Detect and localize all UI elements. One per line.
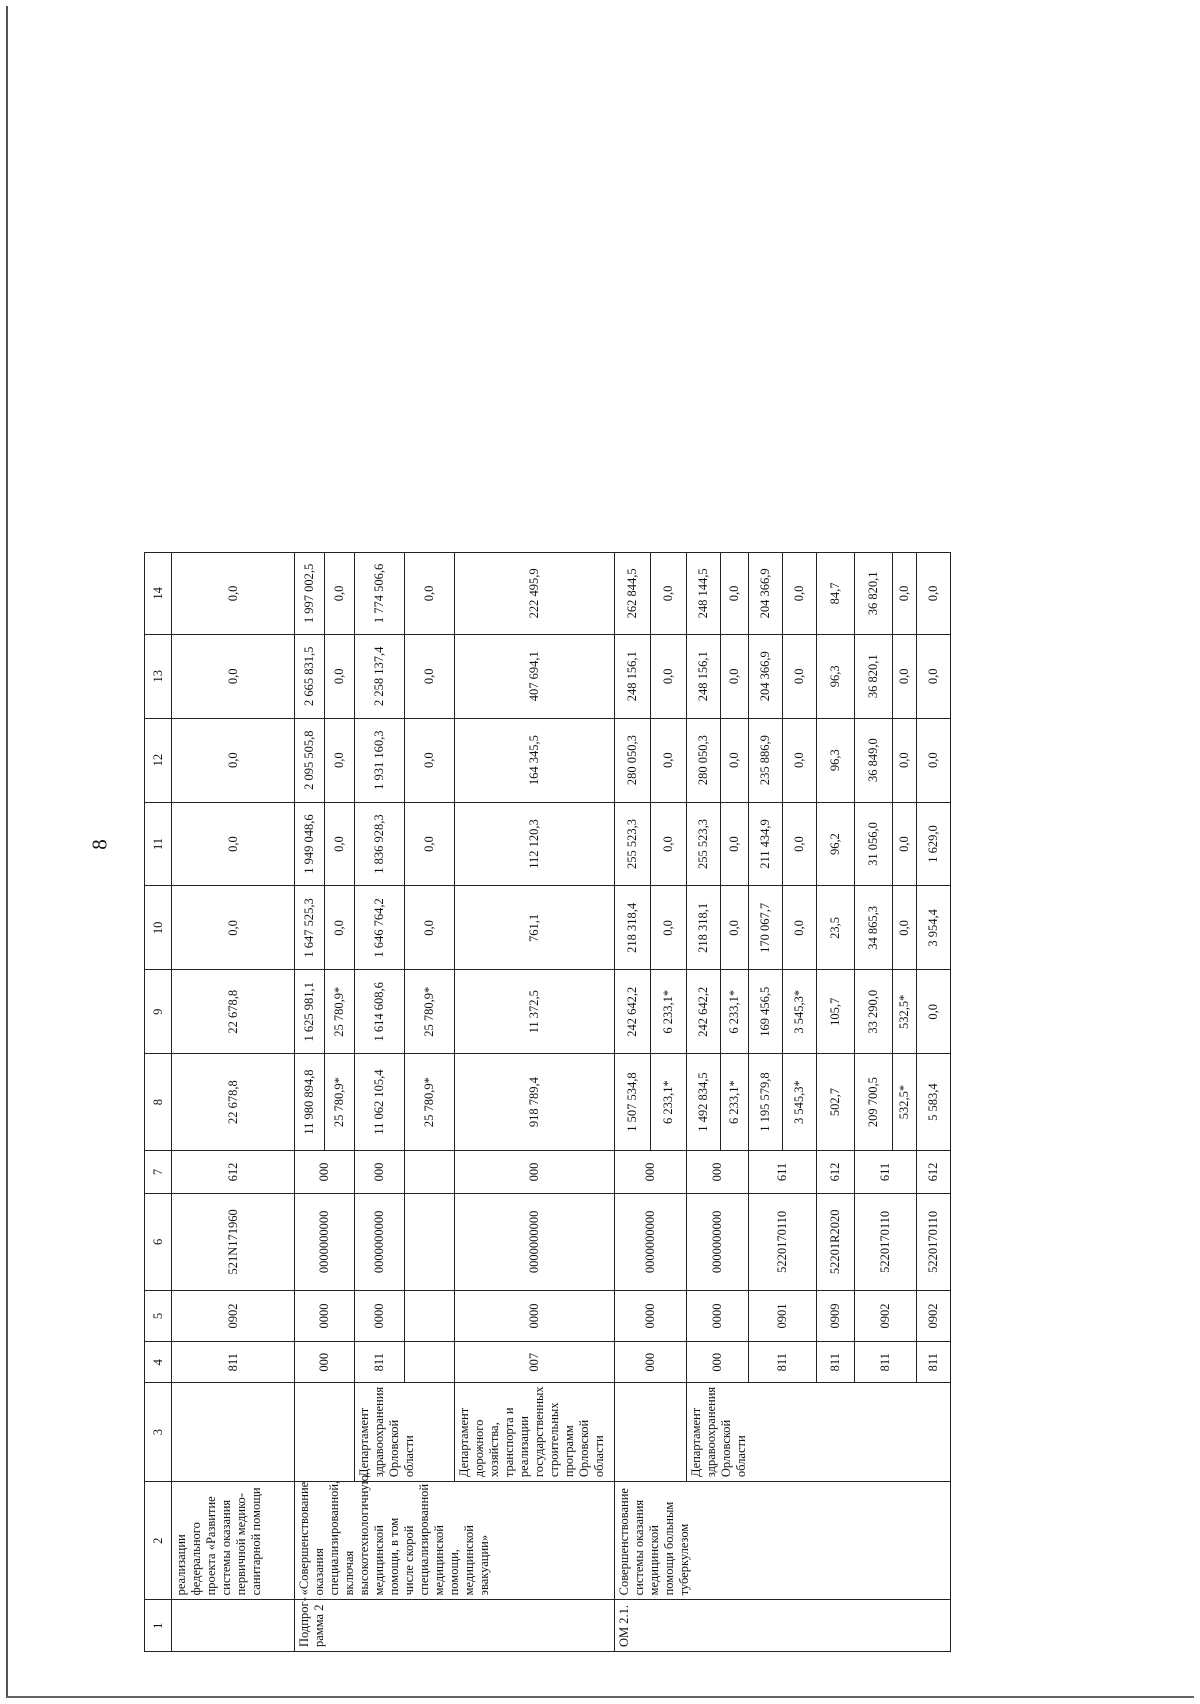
cell-year-4: 96,3 bbox=[817, 718, 855, 802]
cell-year-2: 0,0 bbox=[325, 886, 355, 970]
cell-year-3: 112 120,3 bbox=[455, 802, 615, 886]
cell-year-1: 1 614 608,6 bbox=[355, 970, 405, 1054]
cell-year-5: 0,0 bbox=[325, 634, 355, 718]
cell-year-6: 84,7 bbox=[817, 553, 855, 635]
cell-year-4: 0,0 bbox=[325, 718, 355, 802]
cell-rzpr: 0902 bbox=[172, 1290, 295, 1342]
column-header: 2 bbox=[145, 1482, 172, 1600]
cell-year-1: 1 625 981,1 bbox=[295, 970, 325, 1054]
cell-year-1: 33 290,0 bbox=[855, 970, 893, 1054]
column-header: 8 bbox=[145, 1054, 172, 1151]
cell-year-3: 0,0 bbox=[893, 802, 917, 886]
cell-year-2: 0,0 bbox=[721, 886, 749, 970]
cell-year-2: 0,0 bbox=[893, 886, 917, 970]
cell-year-5: 2 258 137,4 bbox=[355, 634, 405, 718]
cell-vr: 611 bbox=[749, 1150, 817, 1193]
cell-total: 6 233,1* bbox=[651, 1054, 687, 1151]
column-header: 11 bbox=[145, 802, 172, 886]
cell-grbs: 811 bbox=[749, 1342, 817, 1383]
cell-year-2: 0,0 bbox=[783, 886, 817, 970]
cell-year-1: 22 678,8 bbox=[172, 970, 295, 1054]
executor-cell: Департамент здравоохранения Орловской области bbox=[687, 1383, 951, 1482]
cell-year-3: 0,0 bbox=[405, 802, 455, 886]
column-header: 7 bbox=[145, 1150, 172, 1193]
row-code-cell: Подпрог-рамма 2 bbox=[295, 1600, 615, 1652]
table-row bbox=[295, 553, 325, 1652]
cell-total: 25 780,9* bbox=[325, 1054, 355, 1151]
cell-year-2: 218 318,1 bbox=[687, 886, 721, 970]
executor-cell bbox=[295, 1383, 355, 1482]
cell-year-2: 23,5 bbox=[817, 886, 855, 970]
cell-year-4: 0,0 bbox=[917, 718, 951, 802]
cell-rzpr: 0902 bbox=[917, 1290, 951, 1342]
cell-vr: 612 bbox=[917, 1150, 951, 1193]
cell-year-3: 211 434,9 bbox=[749, 802, 783, 886]
cell-year-1: 242 642,2 bbox=[615, 970, 651, 1054]
cell-year-5: 36 820,1 bbox=[855, 634, 893, 718]
executor-cell: Департамент здравоохранения Орловской области bbox=[355, 1383, 455, 1482]
table-row bbox=[172, 553, 295, 1652]
cell-year-3: 96,2 bbox=[817, 802, 855, 886]
cell-csr: 5220170110 bbox=[749, 1193, 817, 1290]
cell-total: 3 545,3* bbox=[783, 1054, 817, 1151]
cell-year-5: 204 366,9 bbox=[749, 634, 783, 718]
cell-year-5: 0,0 bbox=[893, 634, 917, 718]
cell-year-6: 36 820,1 bbox=[855, 553, 893, 635]
cell-vr: 000 bbox=[455, 1150, 615, 1193]
cell-year-6: 0,0 bbox=[917, 553, 951, 635]
column-header: 9 bbox=[145, 970, 172, 1054]
program-name-cell: Совершенствование системы оказания медицинской помощи больным туберкулезом bbox=[615, 1482, 951, 1600]
cell-csr: 5220170110 bbox=[855, 1193, 917, 1290]
executor-cell bbox=[172, 1383, 295, 1482]
cell-vr bbox=[405, 1150, 455, 1193]
cell-grbs: 000 bbox=[295, 1342, 355, 1383]
cell-year-6: 0,0 bbox=[721, 553, 749, 635]
cell-year-2: 761,1 bbox=[455, 886, 615, 970]
cell-year-3: 0,0 bbox=[651, 802, 687, 886]
column-header: 13 bbox=[145, 634, 172, 718]
row-code-cell bbox=[172, 1600, 295, 1652]
cell-csr: 5220170110 bbox=[917, 1193, 951, 1290]
cell-year-4: 0,0 bbox=[405, 718, 455, 802]
cell-total: 11 980 894,8 bbox=[295, 1054, 325, 1151]
cell-year-4: 0,0 bbox=[783, 718, 817, 802]
column-header: 12 bbox=[145, 718, 172, 802]
cell-year-4: 1 931 160,3 bbox=[355, 718, 405, 802]
cell-csr: 52201R2020 bbox=[817, 1193, 855, 1290]
cell-year-1: 11 372,5 bbox=[455, 970, 615, 1054]
cell-year-4: 0,0 bbox=[651, 718, 687, 802]
cell-year-5: 0,0 bbox=[721, 634, 749, 718]
budget-table bbox=[144, 552, 951, 1652]
column-header: 3 bbox=[145, 1383, 172, 1482]
cell-year-5: 248 156,1 bbox=[687, 634, 721, 718]
cell-year-1: 169 456,5 bbox=[749, 970, 783, 1054]
cell-vr: 612 bbox=[817, 1150, 855, 1193]
column-header: 4 bbox=[145, 1342, 172, 1383]
executor-cell: Департамент дорожного хозяйства, транспорта и реализации государственных строительных программ Орловской области bbox=[455, 1383, 615, 1482]
cell-grbs: 007 bbox=[455, 1342, 615, 1383]
table-row bbox=[615, 553, 651, 1652]
cell-total: 22 678,8 bbox=[172, 1054, 295, 1151]
cell-rzpr bbox=[405, 1290, 455, 1342]
cell-year-2: 0,0 bbox=[651, 886, 687, 970]
cell-year-4: 36 849,0 bbox=[855, 718, 893, 802]
cell-grbs: 811 bbox=[855, 1342, 917, 1383]
cell-total: 1 195 579,8 bbox=[749, 1054, 783, 1151]
cell-year-1: 6 233,1* bbox=[651, 970, 687, 1054]
cell-year-6: 1 774 506,6 bbox=[355, 553, 405, 635]
cell-vr: 000 bbox=[355, 1150, 405, 1193]
cell-csr: 0000000000 bbox=[455, 1193, 615, 1290]
cell-year-3: 0,0 bbox=[325, 802, 355, 886]
cell-year-1: 25 780,9* bbox=[405, 970, 455, 1054]
cell-year-5: 0,0 bbox=[651, 634, 687, 718]
executor-cell bbox=[615, 1383, 687, 1482]
column-header: 5 bbox=[145, 1290, 172, 1342]
cell-total: 1 507 534,8 bbox=[615, 1054, 651, 1151]
cell-year-1: 532,5* bbox=[893, 970, 917, 1054]
cell-rzpr: 0901 bbox=[749, 1290, 817, 1342]
cell-year-3: 31 056,0 bbox=[855, 802, 893, 886]
cell-year-2: 3 954,4 bbox=[917, 886, 951, 970]
cell-year-3: 1 836 928,3 bbox=[355, 802, 405, 886]
cell-total: 5 583,4 bbox=[917, 1054, 951, 1151]
cell-year-5: 407 694,1 bbox=[455, 634, 615, 718]
cell-year-6: 0,0 bbox=[405, 553, 455, 635]
cell-year-2: 1 647 525,3 bbox=[295, 886, 325, 970]
cell-rzpr: 0000 bbox=[615, 1290, 687, 1342]
cell-total: 209 700,5 bbox=[855, 1054, 893, 1151]
cell-year-5: 96,3 bbox=[817, 634, 855, 718]
cell-year-3: 0,0 bbox=[783, 802, 817, 886]
cell-year-4: 280 050,3 bbox=[687, 718, 721, 802]
cell-year-1: 3 545,3* bbox=[783, 970, 817, 1054]
cell-year-3: 255 523,3 bbox=[687, 802, 721, 886]
cell-csr: 0000000000 bbox=[687, 1193, 749, 1290]
cell-csr: 521N171960 bbox=[172, 1193, 295, 1290]
cell-year-4: 0,0 bbox=[721, 718, 749, 802]
cell-grbs: 000 bbox=[687, 1342, 749, 1383]
cell-rzpr: 0000 bbox=[355, 1290, 405, 1342]
cell-year-6: 0,0 bbox=[651, 553, 687, 635]
cell-year-3: 255 523,3 bbox=[615, 802, 651, 886]
cell-vr: 000 bbox=[295, 1150, 355, 1193]
cell-year-5: 2 665 831,5 bbox=[295, 634, 325, 718]
cell-csr bbox=[405, 1193, 455, 1290]
cell-csr: 0000000000 bbox=[615, 1193, 687, 1290]
column-header: 6 bbox=[145, 1193, 172, 1290]
row-code-cell: ОМ 2.1. bbox=[615, 1600, 951, 1652]
cell-csr: 0000000000 bbox=[295, 1193, 355, 1290]
cell-total: 532,5* bbox=[893, 1054, 917, 1151]
cell-year-6: 0,0 bbox=[172, 553, 295, 635]
cell-year-4: 280 050,3 bbox=[615, 718, 651, 802]
cell-year-6: 262 844,5 bbox=[615, 553, 651, 635]
cell-year-4: 235 886,9 bbox=[749, 718, 783, 802]
cell-year-2: 34 865,3 bbox=[855, 886, 893, 970]
cell-csr: 0000000000 bbox=[355, 1193, 405, 1290]
cell-year-2: 1 646 764,2 bbox=[355, 886, 405, 970]
program-name-cell: «Совершенствование оказания специализированной, включая высокотехнологичную, медицинской помощи, в том числе скорой специализированной медицинской помощи, медицинской эвакуации» bbox=[295, 1482, 615, 1600]
cell-total: 502,7 bbox=[817, 1054, 855, 1151]
cell-year-5: 0,0 bbox=[783, 634, 817, 718]
cell-year-1: 6 233,1* bbox=[721, 970, 749, 1054]
cell-year-3: 1 629,0 bbox=[917, 802, 951, 886]
cell-year-6: 0,0 bbox=[783, 553, 817, 635]
cell-rzpr: 0902 bbox=[855, 1290, 917, 1342]
cell-year-3: 1 949 048,6 bbox=[295, 802, 325, 886]
cell-year-6: 222 495,9 bbox=[455, 553, 615, 635]
cell-rzpr: 0909 bbox=[817, 1290, 855, 1342]
cell-year-2: 218 318,4 bbox=[615, 886, 651, 970]
cell-rzpr: 0000 bbox=[295, 1290, 355, 1342]
column-header: 1 bbox=[145, 1600, 172, 1652]
cell-year-1: 0,0 bbox=[917, 970, 951, 1054]
cell-year-4: 0,0 bbox=[172, 718, 295, 802]
cell-vr: 611 bbox=[855, 1150, 917, 1193]
cell-year-3: 0,0 bbox=[172, 802, 295, 886]
cell-grbs: 811 bbox=[355, 1342, 405, 1383]
cell-year-4: 2 095 505,8 bbox=[295, 718, 325, 802]
cell-year-5: 0,0 bbox=[172, 634, 295, 718]
cell-total: 918 789,4 bbox=[455, 1054, 615, 1151]
cell-year-1: 25 780,9* bbox=[325, 970, 355, 1054]
cell-rzpr: 0000 bbox=[687, 1290, 749, 1342]
cell-year-2: 170 067,7 bbox=[749, 886, 783, 970]
cell-year-4: 0,0 bbox=[893, 718, 917, 802]
cell-total: 6 233,1* bbox=[721, 1054, 749, 1151]
header-row bbox=[145, 553, 172, 1652]
cell-year-6: 1 997 002,5 bbox=[295, 553, 325, 635]
cell-year-6: 0,0 bbox=[325, 553, 355, 635]
rotated-table-container bbox=[144, 552, 1154, 1652]
cell-year-1: 105,7 bbox=[817, 970, 855, 1054]
cell-year-6: 248 144,5 bbox=[687, 553, 721, 635]
cell-year-5: 0,0 bbox=[917, 634, 951, 718]
page-number: 8 bbox=[87, 839, 112, 850]
cell-year-6: 0,0 bbox=[893, 553, 917, 635]
column-header: 10 bbox=[145, 886, 172, 970]
cell-year-5: 248 156,1 bbox=[615, 634, 651, 718]
program-name-cell: реализации федерального проекта «Развитие системы оказания первичной медико-санитарной помощи bbox=[172, 1482, 295, 1600]
cell-year-1: 242 642,2 bbox=[687, 970, 721, 1054]
cell-year-2: 0,0 bbox=[172, 886, 295, 970]
cell-year-6: 204 366,9 bbox=[749, 553, 783, 635]
cell-year-3: 0,0 bbox=[721, 802, 749, 886]
cell-grbs bbox=[405, 1342, 455, 1383]
cell-rzpr: 0000 bbox=[455, 1290, 615, 1342]
cell-grbs: 811 bbox=[172, 1342, 295, 1383]
cell-year-4: 164 345,5 bbox=[455, 718, 615, 802]
column-header: 14 bbox=[145, 553, 172, 635]
cell-vr: 000 bbox=[687, 1150, 749, 1193]
cell-grbs: 811 bbox=[817, 1342, 855, 1383]
cell-total: 1 492 834,5 bbox=[687, 1054, 721, 1151]
cell-vr: 612 bbox=[172, 1150, 295, 1193]
cell-grbs: 811 bbox=[917, 1342, 951, 1383]
cell-year-2: 0,0 bbox=[405, 886, 455, 970]
cell-vr: 000 bbox=[615, 1150, 687, 1193]
cell-total: 11 062 105,4 bbox=[355, 1054, 405, 1151]
cell-grbs: 000 bbox=[615, 1342, 687, 1383]
cell-year-5: 0,0 bbox=[405, 634, 455, 718]
cell-total: 25 780,9* bbox=[405, 1054, 455, 1151]
